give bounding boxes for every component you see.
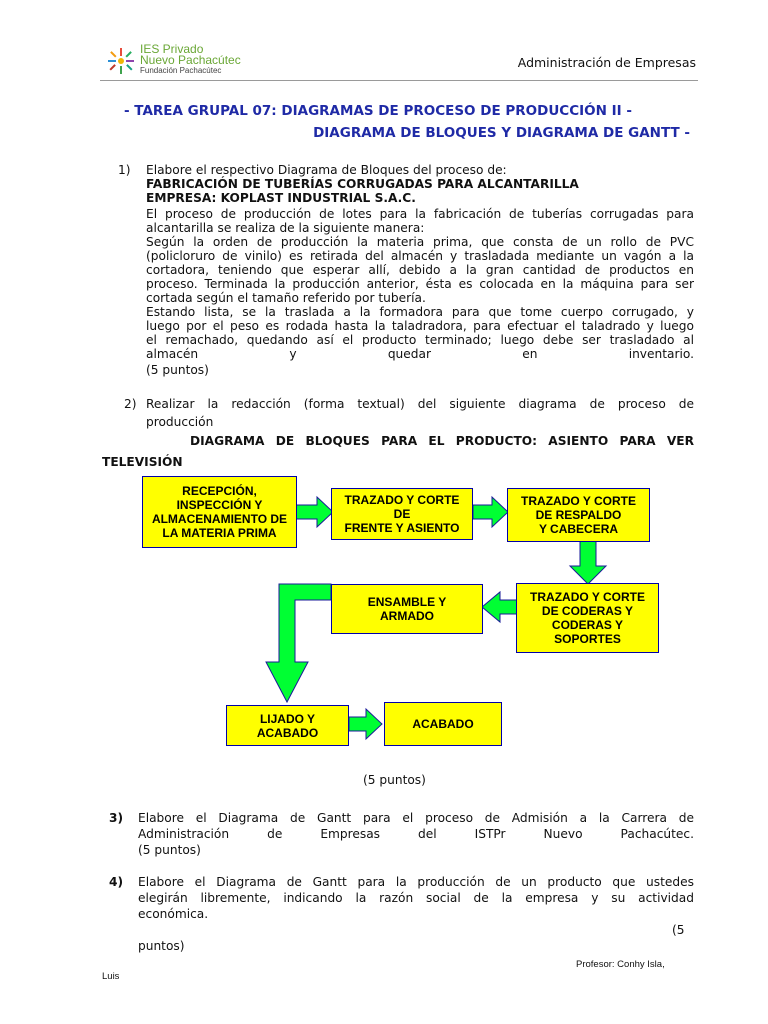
logo-line-1: IES Privado bbox=[140, 42, 204, 56]
footer-professor: Profesor: Conhy Isla, bbox=[576, 959, 665, 970]
q2-line-2: producción bbox=[146, 415, 214, 429]
logo-line-2: Nuevo Pachacútec bbox=[140, 53, 241, 67]
footer-name: Luis bbox=[102, 971, 120, 982]
q2-line-1: Realizar la redacción (forma textual) del siguiente diagrama de proceso de bbox=[146, 397, 694, 411]
q1-line: luego por el peso es rodada hasta la taladradora, para efectuar el taladrado y luego bbox=[146, 319, 694, 333]
q1-line: alcantarilla se realiza de la siguiente manera: bbox=[146, 221, 425, 235]
q1-line: El proceso de producción de lotes para la fabricación de tuberías corrugadas para bbox=[146, 207, 694, 221]
q4-line-3: económica. bbox=[138, 907, 209, 921]
arrow-right-1 bbox=[296, 497, 333, 527]
diagram-title-line-2: TELEVISIÓN bbox=[102, 455, 183, 469]
block-lijado: LIJADO Y ACABADO bbox=[226, 705, 349, 746]
block-trazado-respaldo: TRAZADO Y CORTE DE RESPALDO Y CABECERA bbox=[507, 488, 650, 542]
q4-points-b: puntos) bbox=[138, 939, 185, 953]
q4-line-2: elegirán libremente, indicando la razón social de la empresa y su actividad bbox=[138, 891, 694, 905]
q3-number: 3) bbox=[109, 811, 124, 825]
block-acabado: ACABADO bbox=[384, 702, 502, 746]
q4-line-1: Elabore el Diagrama de Gantt para la producción de un producto que ustedes bbox=[138, 875, 694, 889]
block-ensamble: ENSAMBLE Y ARMADO bbox=[331, 584, 483, 634]
arrow-right-2 bbox=[473, 497, 508, 527]
arrow-down-1 bbox=[570, 541, 606, 584]
q1-line: el remachado, quedando así el producto terminado; luego debe ser trasladado al bbox=[146, 333, 694, 347]
header-department: Administración de Empresas bbox=[517, 55, 696, 70]
arrow-elbow-down bbox=[266, 584, 331, 702]
q1-bold-title: FABRICACIÓN DE TUBERÍAS CORRUGADAS PARA ALCANTARILLA bbox=[146, 177, 579, 191]
q3-line-1: Elabore el Diagrama de Gantt para el proceso de Admisión a la Carrera de bbox=[138, 811, 694, 825]
q1-line: Estando lista, se la traslada a la formadora para que tome cuerpo corrugado, y bbox=[146, 305, 694, 319]
q4-number: 4) bbox=[109, 875, 124, 889]
q1-intro: Elabore el respectivo Diagrama de Bloques del proceso de: bbox=[146, 163, 507, 177]
q1-bold-company: EMPRESA: KOPLAST INDUSTRIAL S.A.C. bbox=[146, 191, 416, 205]
diagram-title-line-1: DIAGRAMA DE BLOQUES PARA EL PRODUCTO: ASIENTO PARA VER bbox=[190, 434, 694, 448]
q1-number: 1) bbox=[118, 163, 131, 177]
arrow-left-1 bbox=[482, 592, 517, 622]
block-trazado-coderas: TRAZADO Y CORTE DE CODERAS Y CODERAS Y SOPORTES bbox=[516, 583, 659, 653]
block-recepcion: RECEPCIÓN, INSPECCIÓN Y ALMACENAMIENTO DE LA MATERIA PRIMA bbox=[142, 476, 297, 548]
q2-number: 2) bbox=[124, 397, 137, 411]
page-title-line-2: DIAGRAMA DE BLOQUES Y DIAGRAMA DE GANTT - bbox=[313, 125, 690, 141]
q1-line: cortadora, teniendo que esperar allí, debido a la gran cantidad de productos en bbox=[146, 263, 694, 277]
q1-points: (5 puntos) bbox=[146, 363, 209, 377]
q1-line: Según la orden de producción la materia prima, que consta de un rollo de PVC bbox=[146, 235, 694, 249]
q3-points: (5 puntos) bbox=[138, 843, 201, 857]
logo-line-3: Fundación Pachacútec bbox=[140, 66, 222, 75]
q2-points: (5 puntos) bbox=[363, 773, 426, 787]
block-trazado-frente: TRAZADO Y CORTE DE FRENTE Y ASIENTO bbox=[331, 488, 473, 540]
q1-line: almacén y quedar en inventario. bbox=[146, 347, 694, 361]
q1-line: (policloruro de vinilo) es retirada del almacén y trasladada mediante un vagón a la bbox=[146, 249, 694, 263]
q4-points-a: (5 bbox=[672, 923, 685, 937]
arrow-right-3 bbox=[349, 709, 382, 739]
q3-line-2: Administración de Empresas del ISTPr Nuevo Pachacútec. bbox=[138, 827, 694, 841]
page-title-line-1: - TAREA GRUPAL 07: DIAGRAMAS DE PROCESO DE PRODUCCIÓN II - bbox=[124, 103, 632, 119]
q1-line: proceso. Terminada la producción anterior, ésta es colocada en la máquina para ser bbox=[146, 277, 694, 291]
q1-line: cortada según el tamaño referido por tubería. bbox=[146, 291, 426, 305]
